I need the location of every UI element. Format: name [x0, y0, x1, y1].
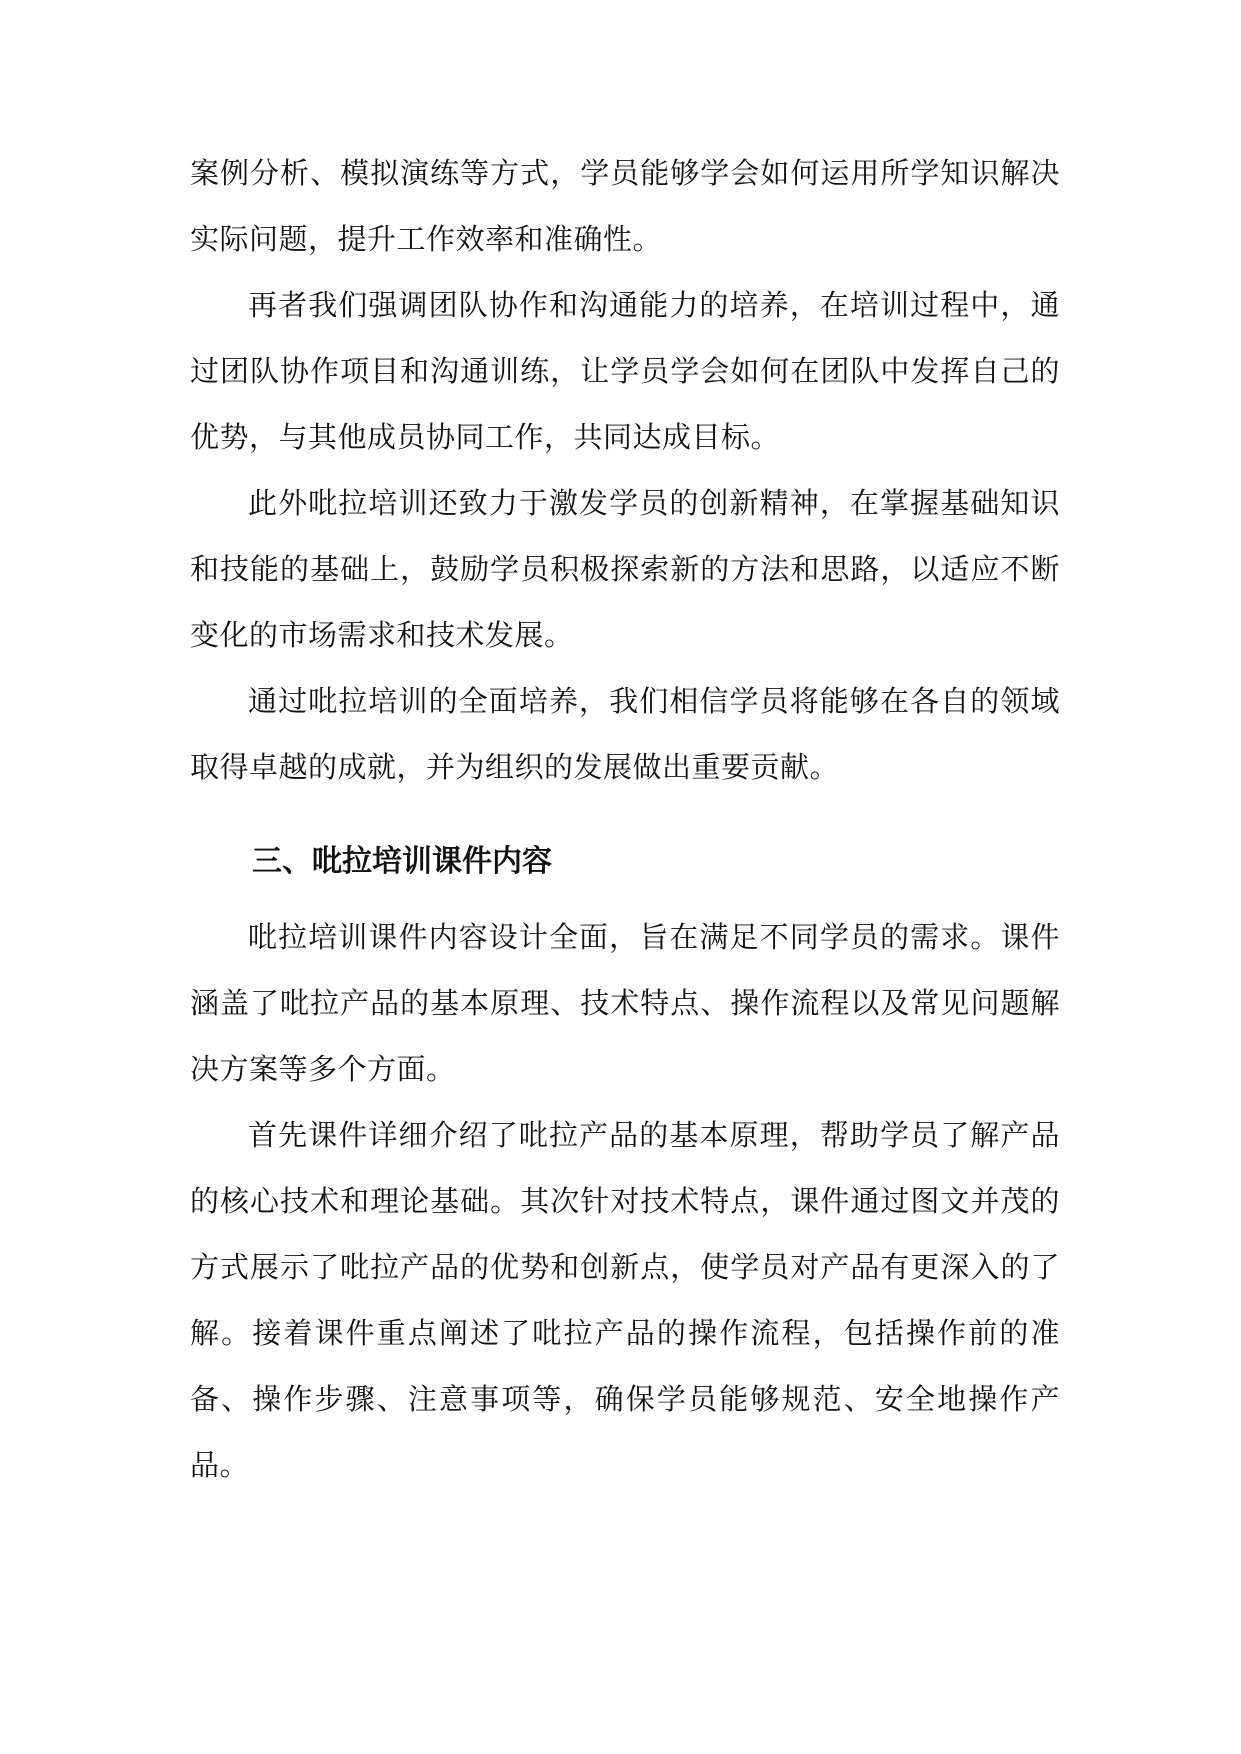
- paragraph-innovation: 此外吡拉培训还致力于激发学员的创新精神，在掌握基础知识和技能的基础上，鼓励学员积极探索新的方法和思路，以适应不断变化的市场需求和技术发展。: [190, 486, 1060, 652]
- paragraph-courseware-details: 首先课件详细介绍了吡拉产品的基本原理，帮助学员了解产品的核心技术和理论基础。其次针对技术特点，课件通过图文并茂的方式展示了吡拉产品的优势和创新点，使学员对产品有更深入的了解。接着课件重点阐述了吡拉产品的操作流程，包括操作前的准备、操作步骤、注意事项等，确保学员能够规范、安全地操作产品。: [190, 1118, 1060, 1482]
- paragraph-teamwork: 再者我们强调团队协作和沟通能力的培养，在培训过程中，通过团队协作项目和沟通训练，让学员学会如何在团队中发挥自己的优势，与其他成员协同工作，共同达成目标。: [190, 288, 1060, 454]
- paragraph-continued: 案例分析、模拟演练等方式，学员能够学会如何运用所学知识解决实际问题，提升工作效率和准确性。: [190, 156, 1060, 256]
- paragraph-courseware-overview: 吡拉培训课件内容设计全面，旨在满足不同学员的需求。课件涵盖了吡拉产品的基本原理、技术特点、操作流程以及常见问题解决方案等多个方面。: [190, 920, 1060, 1086]
- document-body: [190, 140, 1060, 1498]
- section-heading: 三、吡拉培训课件内容: [252, 844, 552, 879]
- paragraph-conclusion: 通过吡拉培训的全面培养，我们相信学员将能够在各自的领域取得卓越的成就，并为组织的发展做出重要贡献。: [190, 684, 1060, 784]
